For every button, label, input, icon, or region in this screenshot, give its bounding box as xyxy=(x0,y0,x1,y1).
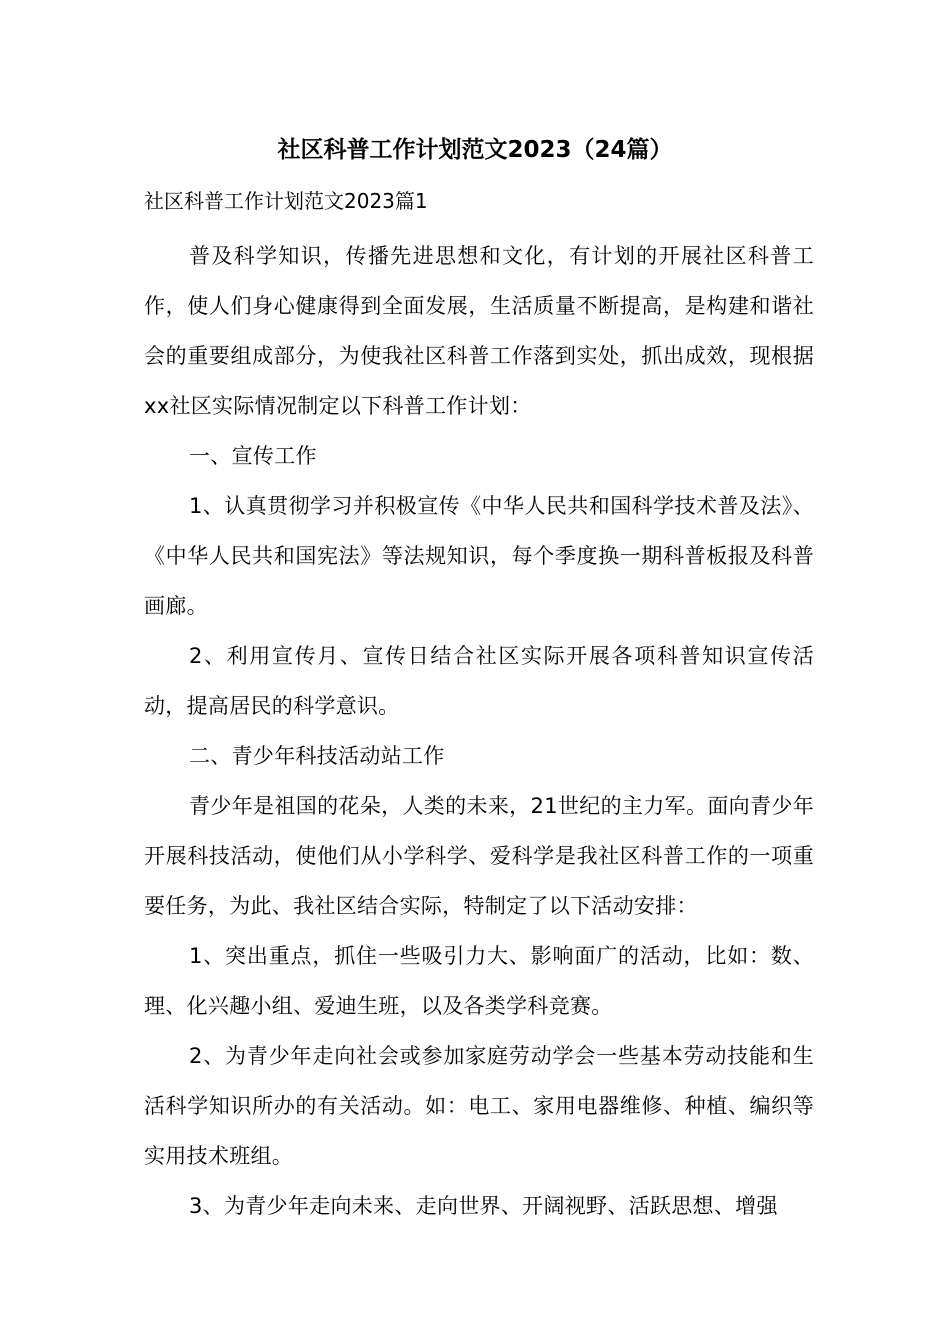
paragraph-publicity-item-2: 2、利用宣传月、宣传日结合社区实际开展各项科普知识宣传活动，提高居民的科学意识。 xyxy=(144,644,814,718)
document-title: 社区科普工作计划范文2023（24篇） xyxy=(277,137,673,163)
paragraph-youth-item-1: 1、突出重点，抓住一些吸引力大、影响面广的活动，比如：数、理、化兴趣小组、爱迪生班，以及各类学科竞赛。 xyxy=(144,944,814,1018)
paragraph-youth-intro: 青少年是祖国的花朵，人类的未来，21世纪的主力军。面向青少年开展科技活动，使他们从小学科学、爱科学是我社区科普工作的一项重要任务，为此、我社区结合实际，特制定了以下活动安排： xyxy=(144,794,814,918)
paragraph-youth-item-3: 3、为青少年走向未来、走向世界、开阔视野、活跃思想、增强 xyxy=(189,1194,778,1218)
paragraph-intro: 普及科学知识，传播先进思想和文化，有计划的开展社区科普工作，使人们身心健康得到全面发展，生活质量不断提高，是构建和谐社会的重要组成部分，为使我社区科普工作落到实处，抓出成效，现根据xx社区实际情况制定以下科普工作计划： xyxy=(144,244,814,418)
section-heading-publicity: 一、宣传工作 xyxy=(189,444,317,468)
paragraph-publicity-item-1: 1、认真贯彻学习并积极宣传《中华人民共和国科学技术普及法》、《中华人民共和国宪法》等法规知识，每个季度换一期科普板报及科普画廊。 xyxy=(144,494,814,618)
paragraph-youth-item-2: 2、为青少年走向社会或参加家庭劳动学会一些基本劳动技能和生活科学知识所办的有关活动。如：电工、家用电器维修、种植、编织等实用技术班组。 xyxy=(144,1044,814,1168)
section-heading-youth-station: 二、青少年科技活动站工作 xyxy=(189,744,445,768)
document-subtitle: 社区科普工作计划范文2023篇1 xyxy=(144,189,428,213)
document-body xyxy=(144,231,814,1231)
